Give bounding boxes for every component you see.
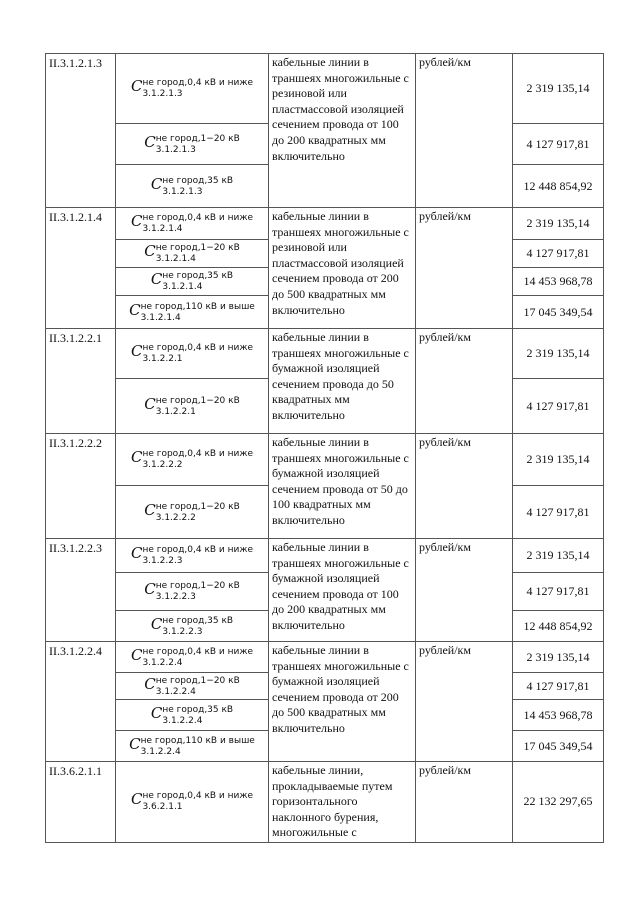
formula-subscript: 3.1.2.2.2 bbox=[155, 512, 196, 523]
formula-symbol: C bbox=[130, 544, 143, 562]
formula-cell bbox=[116, 762, 269, 843]
formula-superscript: не город,1−20 кВ bbox=[155, 133, 240, 144]
cost-formula bbox=[144, 502, 240, 523]
formula-indices bbox=[141, 736, 255, 757]
cost-formula bbox=[151, 705, 233, 726]
formula-subscript: 3.1.2.2.4 bbox=[162, 715, 203, 726]
formula-indices bbox=[142, 791, 253, 812]
cost-formula bbox=[144, 396, 240, 417]
formula-symbol: C bbox=[150, 703, 163, 722]
formula-cell bbox=[116, 124, 269, 165]
cost-formula bbox=[144, 243, 240, 264]
row-description: кабельные линии в траншеях многожильные с бумажной изоляцией сечением провода от 50 до 100 квадратных мм включительно bbox=[269, 434, 416, 539]
row-unit: рублей/км bbox=[416, 762, 513, 843]
formula-cell bbox=[116, 611, 269, 642]
formula-superscript: не город,0,4 кВ и ниже bbox=[142, 78, 254, 88]
formula-superscript: не город,1−20 кВ bbox=[155, 395, 240, 406]
table-row bbox=[46, 54, 604, 124]
table-row bbox=[46, 539, 604, 573]
cost-formula bbox=[131, 78, 253, 99]
formula-superscript: не город,35 кВ bbox=[162, 271, 234, 281]
formula-cell bbox=[116, 434, 269, 486]
row-unit: рублей/км bbox=[416, 539, 513, 642]
price-cell: 4 127 917,81 bbox=[513, 124, 604, 165]
formula-cell bbox=[116, 54, 269, 124]
row-description: кабельные линии, прокладываемые путем горизонтального наклонного бурения, многожильные с bbox=[269, 762, 416, 843]
formula-cell bbox=[116, 642, 269, 673]
row-description: кабельные линии в траншеях многожильные с бумажной изоляцией сечением провода до 50 квадратных мм включительно bbox=[269, 329, 416, 434]
formula-cell bbox=[116, 379, 269, 434]
formula-cell bbox=[116, 296, 269, 329]
row-unit: рублей/км bbox=[416, 642, 513, 762]
row-code: II.3.6.2.1.1 bbox=[46, 762, 116, 843]
table-row bbox=[46, 208, 604, 240]
cost-formula bbox=[131, 545, 253, 566]
tariff-table bbox=[45, 53, 604, 843]
price-cell: 4 127 917,81 bbox=[513, 240, 604, 268]
formula-symbol: C bbox=[130, 77, 143, 95]
formula-subscript: 3.1.2.2.3 bbox=[162, 626, 203, 637]
price-cell: 14 453 968,78 bbox=[513, 700, 604, 731]
formula-symbol: C bbox=[130, 645, 143, 664]
formula-cell bbox=[116, 573, 269, 611]
table-row bbox=[46, 762, 604, 843]
formula-indices bbox=[142, 78, 253, 99]
formula-symbol: C bbox=[144, 674, 156, 693]
row-description: кабельные линии в траншеях многожильные с резиновой или пластмассовой изоляцией сечением провода от 200 до 500 квадратных мм включительно bbox=[269, 208, 416, 329]
formula-superscript: не город,35 кВ bbox=[162, 615, 234, 626]
row-code: II.3.1.2.2.3 bbox=[46, 539, 116, 642]
row-code: II.3.1.2.2.1 bbox=[46, 329, 116, 434]
price-cell: 14 453 968,78 bbox=[513, 268, 604, 296]
formula-subscript: 3.1.2.1.3 bbox=[155, 144, 196, 155]
price-cell: 4 127 917,81 bbox=[513, 573, 604, 611]
formula-superscript: не город,0,4 кВ и ниже bbox=[142, 646, 254, 657]
cost-formula bbox=[144, 134, 240, 155]
formula-subscript: 3.1.2.2.4 bbox=[155, 686, 196, 697]
formula-superscript: не город,110 кВ и выше bbox=[140, 735, 255, 746]
formula-indices bbox=[162, 176, 233, 197]
row-unit: рублей/км bbox=[416, 329, 513, 434]
formula-superscript: не город,1−20 кВ bbox=[155, 243, 240, 253]
formula-superscript: не город,0,4 кВ и ниже bbox=[142, 791, 254, 802]
price-cell: 2 319 135,14 bbox=[513, 329, 604, 379]
formula-indices bbox=[142, 449, 253, 470]
price-cell: 4 127 917,81 bbox=[513, 486, 604, 539]
price-cell: 17 045 349,54 bbox=[513, 731, 604, 762]
row-unit: рублей/км bbox=[416, 208, 513, 329]
price-cell: 2 319 135,14 bbox=[513, 208, 604, 240]
cost-formula bbox=[151, 616, 233, 637]
price-cell: 2 319 135,14 bbox=[513, 434, 604, 486]
formula-superscript: не город,0,4 кВ и ниже bbox=[142, 213, 254, 223]
formula-symbol: C bbox=[130, 448, 143, 466]
formula-subscript: 3.1.2.2.4 bbox=[140, 746, 181, 757]
formula-cell bbox=[116, 539, 269, 573]
table-row bbox=[46, 329, 604, 379]
cost-formula bbox=[131, 647, 253, 668]
cost-formula bbox=[151, 271, 233, 292]
formula-superscript: не город,35 кВ bbox=[162, 175, 234, 186]
cost-formula bbox=[144, 676, 240, 697]
formula-superscript: не город,1−20 кВ bbox=[155, 675, 240, 686]
row-description: кабельные линии в траншеях многожильные с бумажной изоляцией сечением провода от 100 до 200 квадратных мм включительно bbox=[269, 539, 416, 642]
cost-formula bbox=[144, 581, 240, 602]
formula-subscript: 3.1.2.2.2 bbox=[142, 460, 183, 470]
formula-indices bbox=[156, 243, 240, 264]
cost-formula bbox=[129, 302, 255, 323]
formula-indices bbox=[162, 705, 233, 726]
formula-cell bbox=[116, 700, 269, 731]
price-cell: 12 448 854,92 bbox=[513, 165, 604, 208]
formula-indices bbox=[156, 396, 240, 417]
formula-symbol: C bbox=[144, 500, 156, 519]
formula-symbol: C bbox=[144, 394, 156, 413]
formula-subscript: 3.1.2.1.4 bbox=[142, 224, 183, 234]
formula-indices bbox=[162, 616, 233, 637]
tariff-table-body bbox=[46, 54, 604, 843]
formula-indices bbox=[142, 647, 253, 668]
formula-cell bbox=[116, 268, 269, 296]
cost-formula bbox=[131, 449, 253, 470]
formula-superscript: не город,110 кВ и выше bbox=[140, 301, 255, 312]
formula-symbol: C bbox=[144, 242, 156, 260]
formula-superscript: не город,1−20 кВ bbox=[155, 501, 240, 512]
row-code: II.3.1.2.2.4 bbox=[46, 642, 116, 762]
formula-symbol: C bbox=[129, 734, 141, 753]
cost-formula bbox=[129, 736, 255, 757]
formula-indices bbox=[156, 581, 240, 602]
formula-symbol: C bbox=[144, 132, 156, 151]
price-cell: 12 448 854,92 bbox=[513, 611, 604, 642]
price-cell: 2 319 135,14 bbox=[513, 539, 604, 573]
formula-indices bbox=[141, 302, 255, 323]
table-row bbox=[46, 642, 604, 673]
row-unit: рублей/км bbox=[416, 434, 513, 539]
formula-subscript: 3.1.2.2.1 bbox=[155, 406, 196, 417]
formula-subscript: 3.1.2.1.4 bbox=[140, 312, 181, 323]
formula-cell bbox=[116, 165, 269, 208]
formula-indices bbox=[156, 676, 240, 697]
formula-superscript: не город,1−20 кВ bbox=[155, 581, 240, 591]
formula-cell bbox=[116, 731, 269, 762]
formula-indices bbox=[142, 343, 253, 364]
formula-symbol: C bbox=[130, 790, 143, 809]
formula-indices bbox=[156, 502, 240, 523]
formula-superscript: не город,0,4 кВ и ниже bbox=[142, 343, 254, 353]
formula-subscript: 3.1.2.2.4 bbox=[142, 657, 183, 668]
row-code: II.3.1.2.2.2 bbox=[46, 434, 116, 539]
formula-superscript: не город,35 кВ bbox=[162, 704, 234, 715]
formula-symbol: C bbox=[144, 580, 156, 598]
price-cell: 2 319 135,14 bbox=[513, 54, 604, 124]
table-row bbox=[46, 434, 604, 486]
price-cell: 17 045 349,54 bbox=[513, 296, 604, 329]
row-code: II.3.1.2.1.3 bbox=[46, 54, 116, 208]
formula-cell bbox=[116, 329, 269, 379]
formula-symbol: C bbox=[150, 174, 163, 193]
formula-cell bbox=[116, 673, 269, 700]
price-cell: 22 132 297,65 bbox=[513, 762, 604, 843]
formula-subscript: 3.1.2.1.4 bbox=[162, 282, 203, 292]
formula-subscript: 3.1.2.2.1 bbox=[142, 354, 183, 364]
formula-cell bbox=[116, 208, 269, 240]
cost-formula bbox=[131, 343, 253, 364]
formula-subscript: 3.6.2.1.1 bbox=[142, 802, 183, 813]
formula-superscript: не город,0,4 кВ и ниже bbox=[142, 545, 254, 555]
formula-symbol: C bbox=[150, 270, 163, 288]
price-cell: 4 127 917,81 bbox=[513, 379, 604, 434]
formula-indices bbox=[162, 271, 233, 292]
formula-subscript: 3.1.2.2.3 bbox=[155, 592, 196, 602]
formula-symbol: C bbox=[130, 212, 143, 230]
row-description: кабельные линии в траншеях многожильные с резиновой или пластмассовой изоляцией сечением провода от 100 до 200 квадратных мм включительно bbox=[269, 54, 416, 208]
row-unit: рублей/км bbox=[416, 54, 513, 208]
cost-formula bbox=[131, 791, 253, 812]
formula-subscript: 3.1.2.2.3 bbox=[142, 556, 183, 566]
price-cell: 2 319 135,14 bbox=[513, 642, 604, 673]
formula-symbol: C bbox=[150, 614, 163, 633]
formula-cell bbox=[116, 486, 269, 539]
formula-superscript: не город,0,4 кВ и ниже bbox=[142, 449, 254, 459]
formula-indices bbox=[156, 134, 240, 155]
formula-subscript: 3.1.2.1.3 bbox=[162, 186, 203, 197]
formula-indices bbox=[142, 213, 253, 234]
formula-indices bbox=[142, 545, 253, 566]
cost-formula bbox=[131, 213, 253, 234]
formula-cell bbox=[116, 240, 269, 268]
formula-subscript: 3.1.2.1.4 bbox=[155, 254, 196, 264]
row-code: II.3.1.2.1.4 bbox=[46, 208, 116, 329]
cost-formula bbox=[151, 176, 233, 197]
price-cell: 4 127 917,81 bbox=[513, 673, 604, 700]
formula-symbol: C bbox=[129, 300, 141, 319]
row-description: кабельные линии в траншеях многожильные с бумажной изоляцией сечением провода от 200 до 500 квадратных мм включительно bbox=[269, 642, 416, 762]
formula-symbol: C bbox=[130, 342, 143, 360]
formula-subscript: 3.1.2.1.3 bbox=[142, 89, 183, 99]
